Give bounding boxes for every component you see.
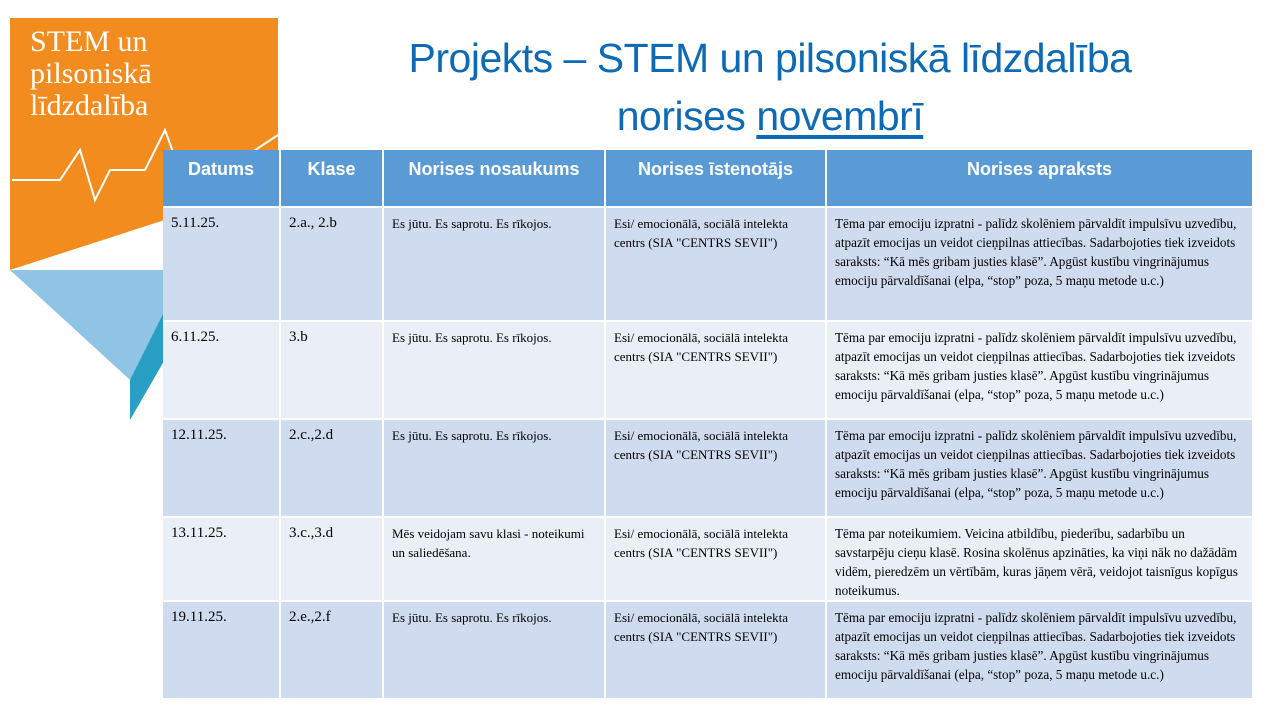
cell-description: Tēma par emociju izpratni - palīdz skolēniem pārvaldīt impulsīvu uzvedību, atpazīt emocijas un veidot cieņpilnas attiecības. Sadarbojoties tiek izveidots saraksts: “Kā mēs gribam justies klasē”. Apgūst kustību vingrinājumus emociju pārvaldīšanai (elpa, “stop” poza, 5 maņu metode u.c.) [826,419,1252,517]
cell-description: Tēma par emociju izpratni - palīdz skolēniem pārvaldīt impulsīvu uzvedību, atpazīt emocijas un veidot cieņpilnas attiecības. Sadarbojoties tiek izveidots saraksts: “Kā mēs gribam justies klasē”. Apgūst kustību vingrinājumus emociju pārvaldīšanai (elpa, “stop” poza, 5 maņu metode u.c.) [826,207,1252,321]
cell-name: Es jūtu. Es saprotu. Es rīkojos. [383,601,605,698]
cell-date: 13.11.25. [163,517,280,601]
column-header-description: Norises apraksts [826,150,1252,207]
cell-host: Esi/ emocionālā, sociālā intelekta centrs (SIA "CENTRS SEVII") [605,419,826,517]
cell-host: Esi/ emocionālā, sociālā intelekta centrs (SIA "CENTRS SEVII") [605,601,826,698]
table-row [163,601,1252,698]
page-title-line-1: Projekts – STEM un pilsoniskā līdzdalība [408,35,1132,81]
title-month-underlined: novembrī [756,93,924,139]
cell-description: Tēma par emociju izpratni - palīdz skolēniem pārvaldīt impulsīvu uzvedību, atpazīt emocijas un veidot cieņpilnas attiecības. Sadarbojoties tiek izveidots saraksts: “Kā mēs gribam justies klasē”. Apgūst kustību vingrinājumus emociju pārvaldīšanai (elpa, “stop” poza, 5 maņu metode u.c.) [826,321,1252,419]
cell-date: 19.11.25. [163,601,280,698]
cell-name: Mēs veidojam savu klasi - noteikumi un saliedēšana. [383,517,605,601]
column-header-host: Norises īstenotājs [605,150,826,207]
cell-class: 3.c.,3.d [280,517,383,601]
column-header-date: Datums [163,150,280,207]
cell-host: Esi/ emocionālā, sociālā intelekta centrs (SIA "CENTRS SEVII") [605,517,826,601]
cell-date: 12.11.25. [163,419,280,517]
table-row [163,419,1252,517]
cell-date: 6.11.25. [163,321,280,419]
cell-class: 3.b [280,321,383,419]
logo-text-line-3: līdzdalība [30,89,149,122]
cell-description: Tēma par emociju izpratni - palīdz skolēniem pārvaldīt impulsīvu uzvedību, atpazīt emocijas un veidot cieņpilnas attiecības. Sadarbojoties tiek izveidots saraksts: “Kā mēs gribam justies klasē”. Apgūst kustību vingrinājumus emociju pārvaldīšanai (elpa, “stop” poza, 5 maņu metode u.c.) [826,601,1252,698]
logo-text-line-1: STEM un [30,25,148,58]
cell-host: Esi/ emocionālā, sociālā intelekta centrs (SIA "CENTRS SEVII") [605,207,826,321]
cell-name: Es jūtu. Es saprotu. Es rīkojos. [383,419,605,517]
table-row [163,207,1252,321]
events-table [163,150,1252,698]
cell-class: 2.c.,2.d [280,419,383,517]
cell-class: 2.a., 2.b [280,207,383,321]
logo-text-line-2: pilsoniskā [30,57,152,90]
cell-class: 2.e.,2.f [280,601,383,698]
cell-description: Tēma par noteikumiem. Veicina atbildību, piederību, sadarbību un savstarpēju cieņu klasē. Rosina skolēnus apzināties, ka viņi nāk no dažādām vidēm, pieredzēm un vērtībām, kuras jāņem vērā, veidojot taisnīgus kopīgus noteikumus. [826,517,1252,601]
table-row [163,517,1252,601]
cell-name: Es jūtu. Es saprotu. Es rīkojos. [383,207,605,321]
table-row [163,321,1252,419]
column-header-class: Klase [280,150,383,207]
cell-host: Esi/ emocionālā, sociālā intelekta centrs (SIA "CENTRS SEVII") [605,321,826,419]
cell-date: 5.11.25. [163,207,280,321]
page-title-line-2 [300,91,1240,141]
column-header-name: Norises nosaukums [383,150,605,207]
cell-name: Es jūtu. Es saprotu. Es rīkojos. [383,321,605,419]
table-header-row [163,150,1252,207]
title-prefix: norises [616,93,757,139]
